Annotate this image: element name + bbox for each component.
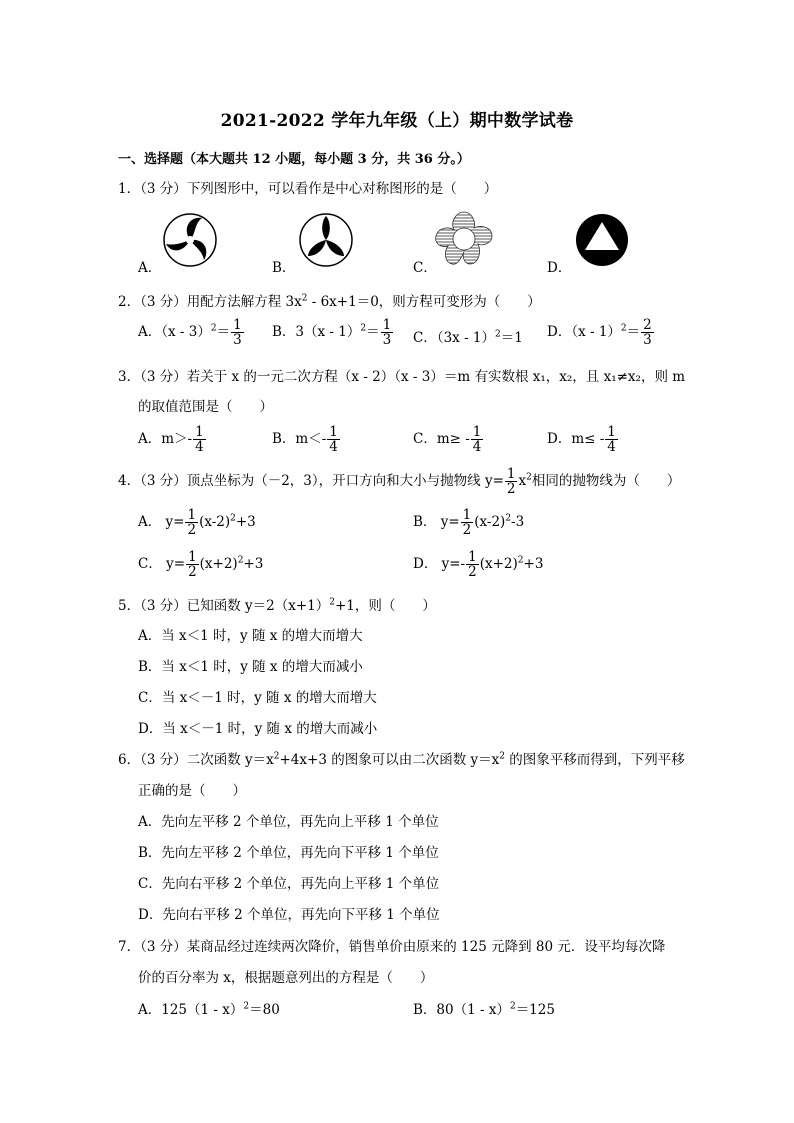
fraction: [186, 550, 199, 579]
q6-option-d: D．先向右平移 2 个单位，再先向下平移 1 个单位: [138, 907, 440, 923]
fraction-denominator: 4: [195, 439, 204, 456]
q5-stem-part: +1，则（ ）: [334, 598, 436, 614]
q4-stem-part: 相同的抛物线为（ ）: [531, 473, 681, 490]
fraction: [327, 425, 340, 454]
q6-option-a: A．先向左平移 2 个单位，再先向上平移 1 个单位: [138, 814, 439, 830]
q4-opt-text: (x-2): [474, 514, 506, 531]
q4-stem-part: 4．（3 分）顶点坐标为（－2，3），开口方向和大小与抛物线 y=: [118, 473, 504, 490]
q5-option-d: D．当 x＜－1 时，y 随 x 的增大而减小: [138, 721, 378, 737]
q4-option-a: [138, 508, 256, 537]
q6-stem-part: 6．（3 分）二次函数 y＝x: [118, 752, 274, 768]
fraction-numerator: 1: [233, 317, 242, 333]
fraction: [231, 318, 244, 347]
q2-opt-text: C．（3x - 1）: [413, 330, 496, 346]
q1-option-c-label: C．: [413, 260, 437, 276]
q2-option-b: [272, 318, 394, 347]
q4-opt-sup: 2: [517, 555, 524, 566]
q2-opt-eq: ＝1: [500, 330, 523, 346]
three-leaf-figure: [298, 212, 354, 268]
q1-option-b-label: B．: [272, 260, 296, 276]
q5-stem-part: 5．（3 分）已知函数 y＝2（x+1）: [118, 598, 330, 614]
q7-opt-text: ＝125: [515, 1002, 555, 1018]
question-6-line1: [118, 748, 685, 768]
q3-opt-text: D．m≤ -: [547, 431, 605, 448]
q6-stem-sup: 2: [273, 751, 280, 762]
q2-option-a: [138, 318, 245, 347]
q2-opt-text: D．（x - 1）: [547, 324, 621, 341]
fraction-numerator: 1: [468, 549, 477, 565]
q2-opt-eq: ＝: [216, 324, 231, 341]
q3-option-d: [547, 425, 619, 454]
question-2-stem: [118, 290, 541, 310]
q4-option-c: [138, 550, 263, 579]
q3-option-c: [413, 425, 484, 454]
q6-option-b: B．先向左平移 2 个单位，再先向下平移 1 个单位: [138, 845, 439, 861]
q4-opt-text: D． y=-: [413, 556, 466, 573]
fraction-denominator: 4: [329, 439, 338, 456]
q4-opt-text: B． y=: [413, 514, 460, 531]
circle-triangle-figure: [574, 212, 630, 268]
q6-stem-part: 的图象平移而得到，下列平移: [504, 752, 685, 768]
q5-option-a: A．当 x＜1 时，y 随 x 的增大而增大: [138, 628, 363, 644]
q4-option-b: [413, 508, 524, 537]
question-4-stem: [118, 467, 680, 496]
q2-option-d: [547, 318, 655, 347]
q7-option-a: [138, 998, 280, 1018]
q1-option-a-label: A．: [138, 260, 162, 276]
q5-stem-sup: 2: [329, 597, 335, 608]
q3-option-a: [138, 425, 207, 454]
q5-option-b: B．当 x＜1 时，y 随 x 的增大而减小: [138, 659, 363, 675]
q4-opt-text: +3: [243, 556, 264, 573]
q4-stem-part: x: [518, 473, 527, 490]
fraction-denominator: 2: [506, 481, 516, 498]
q7-opt-text: A．125（1 - x）: [138, 1002, 244, 1018]
q4-stem-sup: 2: [526, 472, 532, 483]
fraction: [605, 425, 618, 454]
fraction-numerator: 1: [187, 507, 197, 523]
q2-opt-sup: 2: [620, 323, 627, 334]
q6-stem-sup: 2: [499, 751, 505, 762]
q7-option-b: [413, 998, 555, 1018]
section-heading: 一、选择题（本大题共 12 小题，每小题 3 分，共 36 分。）: [118, 152, 470, 167]
fraction: [466, 550, 479, 579]
fraction-numerator: 1: [329, 424, 338, 440]
fraction: [471, 425, 484, 454]
q2-stem-sup: 2: [301, 293, 308, 304]
q2-opt-sup: 2: [360, 323, 367, 334]
fraction-denominator: 2: [188, 564, 197, 581]
q4-opt-sup: 2: [505, 513, 512, 524]
fraction: [641, 318, 654, 347]
q4-option-d: [413, 550, 543, 579]
q7-opt-text: B．80（1 - x）: [413, 1002, 510, 1018]
q4-opt-text: C． y=: [138, 556, 186, 573]
q4-opt-text: -3: [511, 514, 525, 531]
fraction-denominator: 2: [462, 522, 472, 539]
q3-opt-text: A．m＞-: [138, 431, 193, 448]
q4-opt-sup: 2: [237, 555, 244, 566]
q4-opt-sup: 2: [230, 513, 236, 524]
q7-opt-sup: 2: [509, 1001, 516, 1012]
fraction-numerator: 1: [188, 549, 197, 565]
fraction-numerator: 1: [607, 424, 616, 440]
fraction-denominator: 3: [382, 332, 392, 349]
q4-opt-text: +3: [523, 556, 544, 573]
fraction: [193, 425, 206, 454]
fraction-denominator: 4: [472, 439, 482, 456]
q7-opt-text: ＝80: [249, 1002, 280, 1018]
q2-opt-text: B．3（x - 1）: [272, 324, 361, 341]
fraction-numerator: 2: [643, 317, 652, 333]
q6-stem-part: +4x+3 的图象可以由二次函数 y＝x: [279, 752, 500, 768]
q2-opt-text: A．（x - 3）: [138, 324, 211, 341]
q2-stem-part: - 6x+1＝0，则方程可变形为（ ）: [307, 294, 541, 310]
q4-opt-text: A． y=: [138, 514, 185, 531]
q2-stem-part: 2．（3 分）用配方法解方程 3x: [118, 294, 302, 310]
q2-opt-eq: ＝: [366, 324, 380, 341]
fraction-denominator: 2: [468, 564, 477, 581]
question-7-line1: 7．（3 分）某商品经过连续两次降价，销售单价由原来的 125 元降到 80 元．设平均每次降: [118, 939, 666, 955]
flower-figure: [432, 208, 496, 270]
fraction-numerator: 1: [472, 424, 482, 440]
question-7-line2: 价的百分率为 x，根据题意列出的方程是（ ）: [138, 970, 434, 986]
fraction-numerator: 1: [382, 317, 392, 333]
fraction-denominator: 2: [187, 522, 197, 539]
q7-opt-sup: 2: [243, 1001, 250, 1012]
fraction-numerator: 1: [506, 466, 516, 482]
fraction: [461, 508, 474, 537]
question-3-line1: 3．（3 分）若关于 x 的一元二次方程（x - 2）（x - 3）＝m 有实数根 x₁，x₂，且 x₁≠x₂，则 m: [118, 369, 686, 385]
fraction-denominator: 3: [233, 332, 242, 349]
question-1-stem: 1．（3 分）下列图形中，可以看作是中心对称图形的是（ ）: [118, 181, 498, 197]
fraction: [505, 467, 518, 496]
fraction: [381, 318, 394, 347]
q6-option-c: C．先向右平移 2 个单位，再先向上平移 1 个单位: [138, 876, 440, 892]
fraction-numerator: 1: [462, 507, 472, 523]
q3-opt-text: B．m＜-: [272, 431, 327, 448]
question-6-line2: 正确的是（ ）: [138, 783, 246, 799]
fraction-denominator: 4: [607, 439, 616, 456]
q2-opt-eq: ＝: [626, 324, 641, 341]
q3-option-b: [272, 425, 341, 454]
fraction-denominator: 3: [643, 332, 652, 349]
q4-opt-text: (x+2): [479, 556, 518, 573]
q1-option-d-label: D．: [547, 260, 572, 276]
q5-option-c: C．当 x＜－1 时，y 随 x 的增大而增大: [138, 690, 377, 706]
q4-opt-text: +3: [235, 514, 256, 531]
q4-opt-text: (x-2): [199, 514, 231, 531]
fraction: [185, 508, 198, 537]
question-5-stem: [118, 594, 436, 614]
triskelion-figure: [162, 212, 218, 268]
q2-option-c: [413, 326, 523, 346]
fraction-numerator: 1: [195, 424, 204, 440]
q3-opt-text: C．m≥ -: [413, 431, 470, 448]
q2-opt-sup: 2: [210, 323, 217, 334]
q2-opt-sup: 2: [495, 329, 501, 340]
q4-opt-text: (x+2): [199, 556, 238, 573]
question-3-line2: 的取值范围是（ ）: [138, 399, 273, 415]
page-title: 2021-2022 学年九年级（上）期中数学试卷: [220, 111, 574, 131]
